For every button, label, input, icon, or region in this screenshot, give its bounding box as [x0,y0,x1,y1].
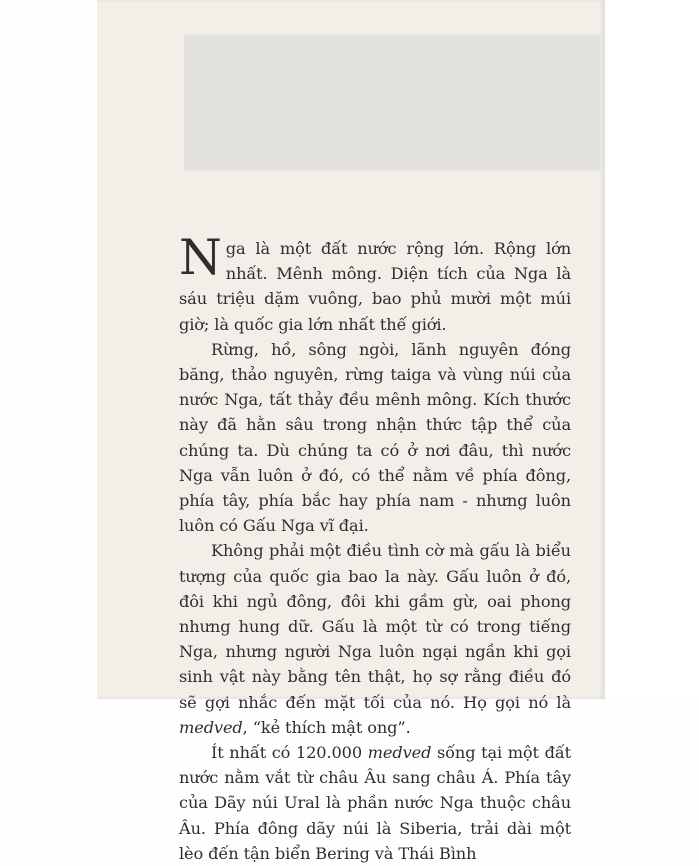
paragraph-2-text: Rừng, hồ, sông ngòi, lãnh nguyên đóng băng, thảo nguyên, rừng taiga và vùng núi của nước Nga, tất thảy đều mênh mông. Kích thước này đã hằn sâu trong nhận thức tập thể của chúng ta. Dù chúng ta có ở nơi đâu, thì nước Nga vẫn luôn ở đó, có thể nằm về phía đông, phía tây, phía bắc hay phía nam - nhưng luôn luôn có Gấu Nga vĩ đại. [179,339,571,536]
page-margin-right [605,0,699,699]
paragraph-3-text-b: , “kẻ thích mật ong”. [242,717,411,737]
chapter-header-box [184,35,600,170]
drop-cap: N [179,229,222,286]
paragraph-4 [179,740,571,866]
book-page [97,0,605,863]
paragraph-3-text-a: Không phải một điều tình cờ mà gấu là biểu tượng của quốc gia bao la này. Gấu luôn ở đó, đôi khi ngủ đông, đôi khi gầm gừ, oai phong nhưng hung dữ. Gấu là một từ có trong tiếng Nga, nhưng người Nga luôn ngại ngần khi gọi sinh vật này bằng tên thật, họ sợ rằng điều đó sẽ gợi nhắc đến mặt tối của nó. Họ gọi nó là [179,541,571,712]
paragraph-4-text-b: sống tại một đất nước nằm vắt từ châu Âu sang châu Á. Phía tây của Dãy núi Ural là phần nước Nga thuộc châu Âu. Phía đông dãy núi là Siberia, trải dài một lèo đến tận biển Bering và Thái Bình [179,743,572,863]
paragraph-3-italic: medved [179,717,243,737]
paragraph-1 [179,229,571,337]
body-text [179,229,572,866]
paragraph-1-text: ga là một đất nước rộng lớn. Rộng lớn nhất. Mênh mông. Diện tích của Nga là sáu triệu dặm vuông, bao phủ mười một múi giờ; là quốc gia lớn nhất thế giới. [179,239,571,334]
paragraph-4-text-a: Ít nhất có 120.000 [211,743,368,763]
paragraph-2 [179,337,571,539]
paragraph-3 [179,538,571,740]
paragraph-4-italic: medved [367,743,432,763]
